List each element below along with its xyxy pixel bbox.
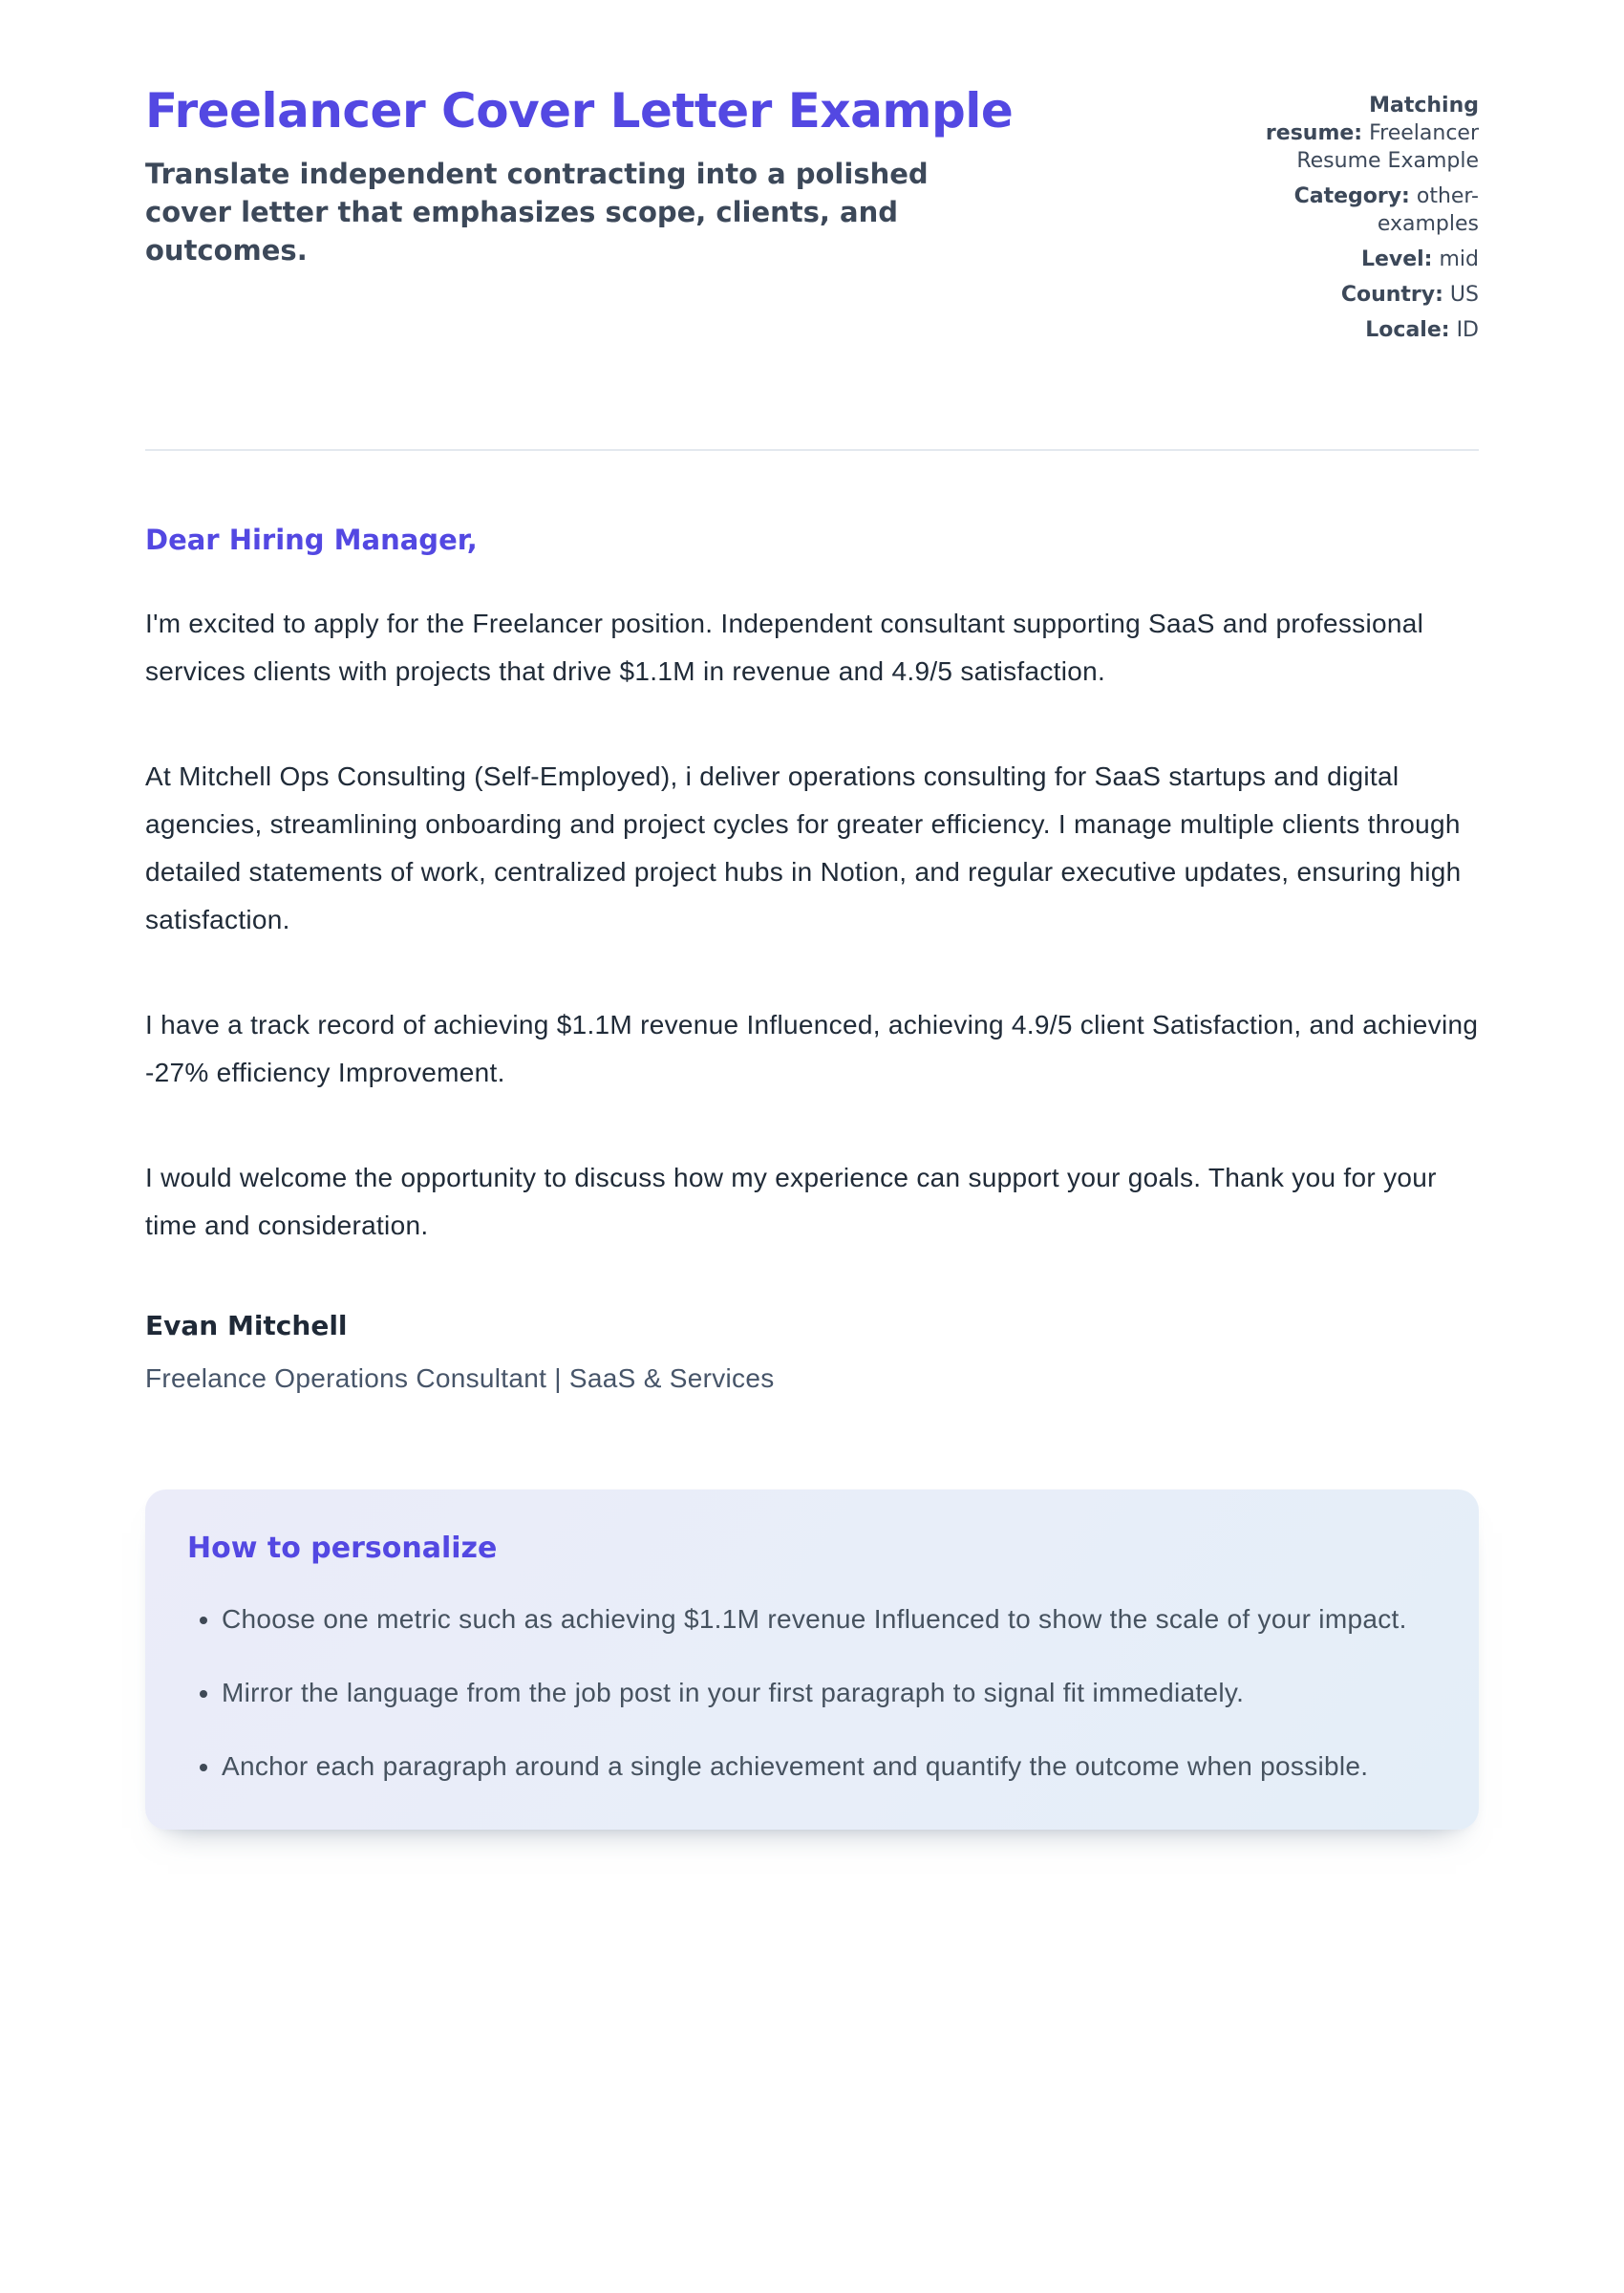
meta-value: mid — [1439, 247, 1479, 272]
meta-label: Locale: — [1365, 318, 1450, 343]
tips-list — [187, 1594, 1433, 1791]
meta-value: Freelancer Resume Example — [1296, 121, 1479, 174]
meta-row — [1202, 182, 1479, 238]
meta-row — [1202, 316, 1479, 344]
meta-label: Level: — [1360, 247, 1433, 272]
page-subtitle: Translate independent contracting into a polished cover letter that emphasizes scope, clients, and outcomes. — [145, 157, 929, 267]
letter-paragraphs — [145, 600, 1479, 1250]
meta-row — [1202, 246, 1479, 273]
page-header — [145, 84, 1479, 352]
meta-label: Matching resume: — [1265, 94, 1479, 146]
meta-label: Country: — [1340, 283, 1443, 308]
letter-paragraph: I have a track record of achieving $1.1M revenue Influenced, achieving 4.9/5 client Satisfaction, and achieving -27% efficiency Improvement. — [145, 1010, 1479, 1088]
resume-meta-panel — [1202, 84, 1479, 352]
tip-item: • Choose one metric such as achieving $1.1M revenue Influenced to show the scale of your impact. — [222, 1594, 1433, 1644]
tip-item: • Mirror the language from the job post in your first paragraph to signal fit immediately. — [222, 1667, 1433, 1718]
header-divider — [145, 449, 1479, 451]
header-title-block — [145, 84, 1013, 269]
letter-paragraph: I would welcome the opportunity to discuss how my experience can support your goals. Thank you for your time and consideration. — [145, 1163, 1437, 1241]
meta-value: ID — [1456, 318, 1479, 343]
letter-paragraph: At Mitchell Ops Consulting (Self-Employed), i deliver operations consulting for SaaS startups and digital agencies, streamlining onboarding and project cycles for greater efficiency. I manage multiple clients through detailed statements of work, centralized project hubs in Notion, and regular executive updates, ensuring high satisfaction. — [145, 761, 1462, 935]
tip-item: • Anchor each paragraph around a single achievement and quantify the outcome when possible. — [222, 1741, 1433, 1791]
letter-greeting: Dear Hiring Manager, — [145, 524, 478, 557]
letter-body — [145, 524, 1479, 1394]
how-to-personalize-card — [145, 1489, 1479, 1830]
meta-row — [1202, 281, 1479, 309]
letter-paragraph: I'm excited to apply for the Freelancer position. Independent consultant supporting SaaS and professional services clients with projects that drive $1.1M in revenue and 4.9/5 satisfaction. — [145, 609, 1424, 687]
meta-value: US — [1449, 283, 1479, 308]
signature-title: Freelance Operations Consultant | SaaS & Services — [145, 1363, 775, 1394]
meta-row — [1202, 92, 1479, 175]
meta-label: Category: — [1293, 184, 1410, 209]
page-title: Freelancer Cover Letter Example — [145, 83, 1014, 139]
meta-value: other-examples — [1377, 184, 1479, 237]
signature-name: Evan Mitchell — [145, 1310, 348, 1342]
tips-heading: How to personalize — [187, 1532, 498, 1566]
